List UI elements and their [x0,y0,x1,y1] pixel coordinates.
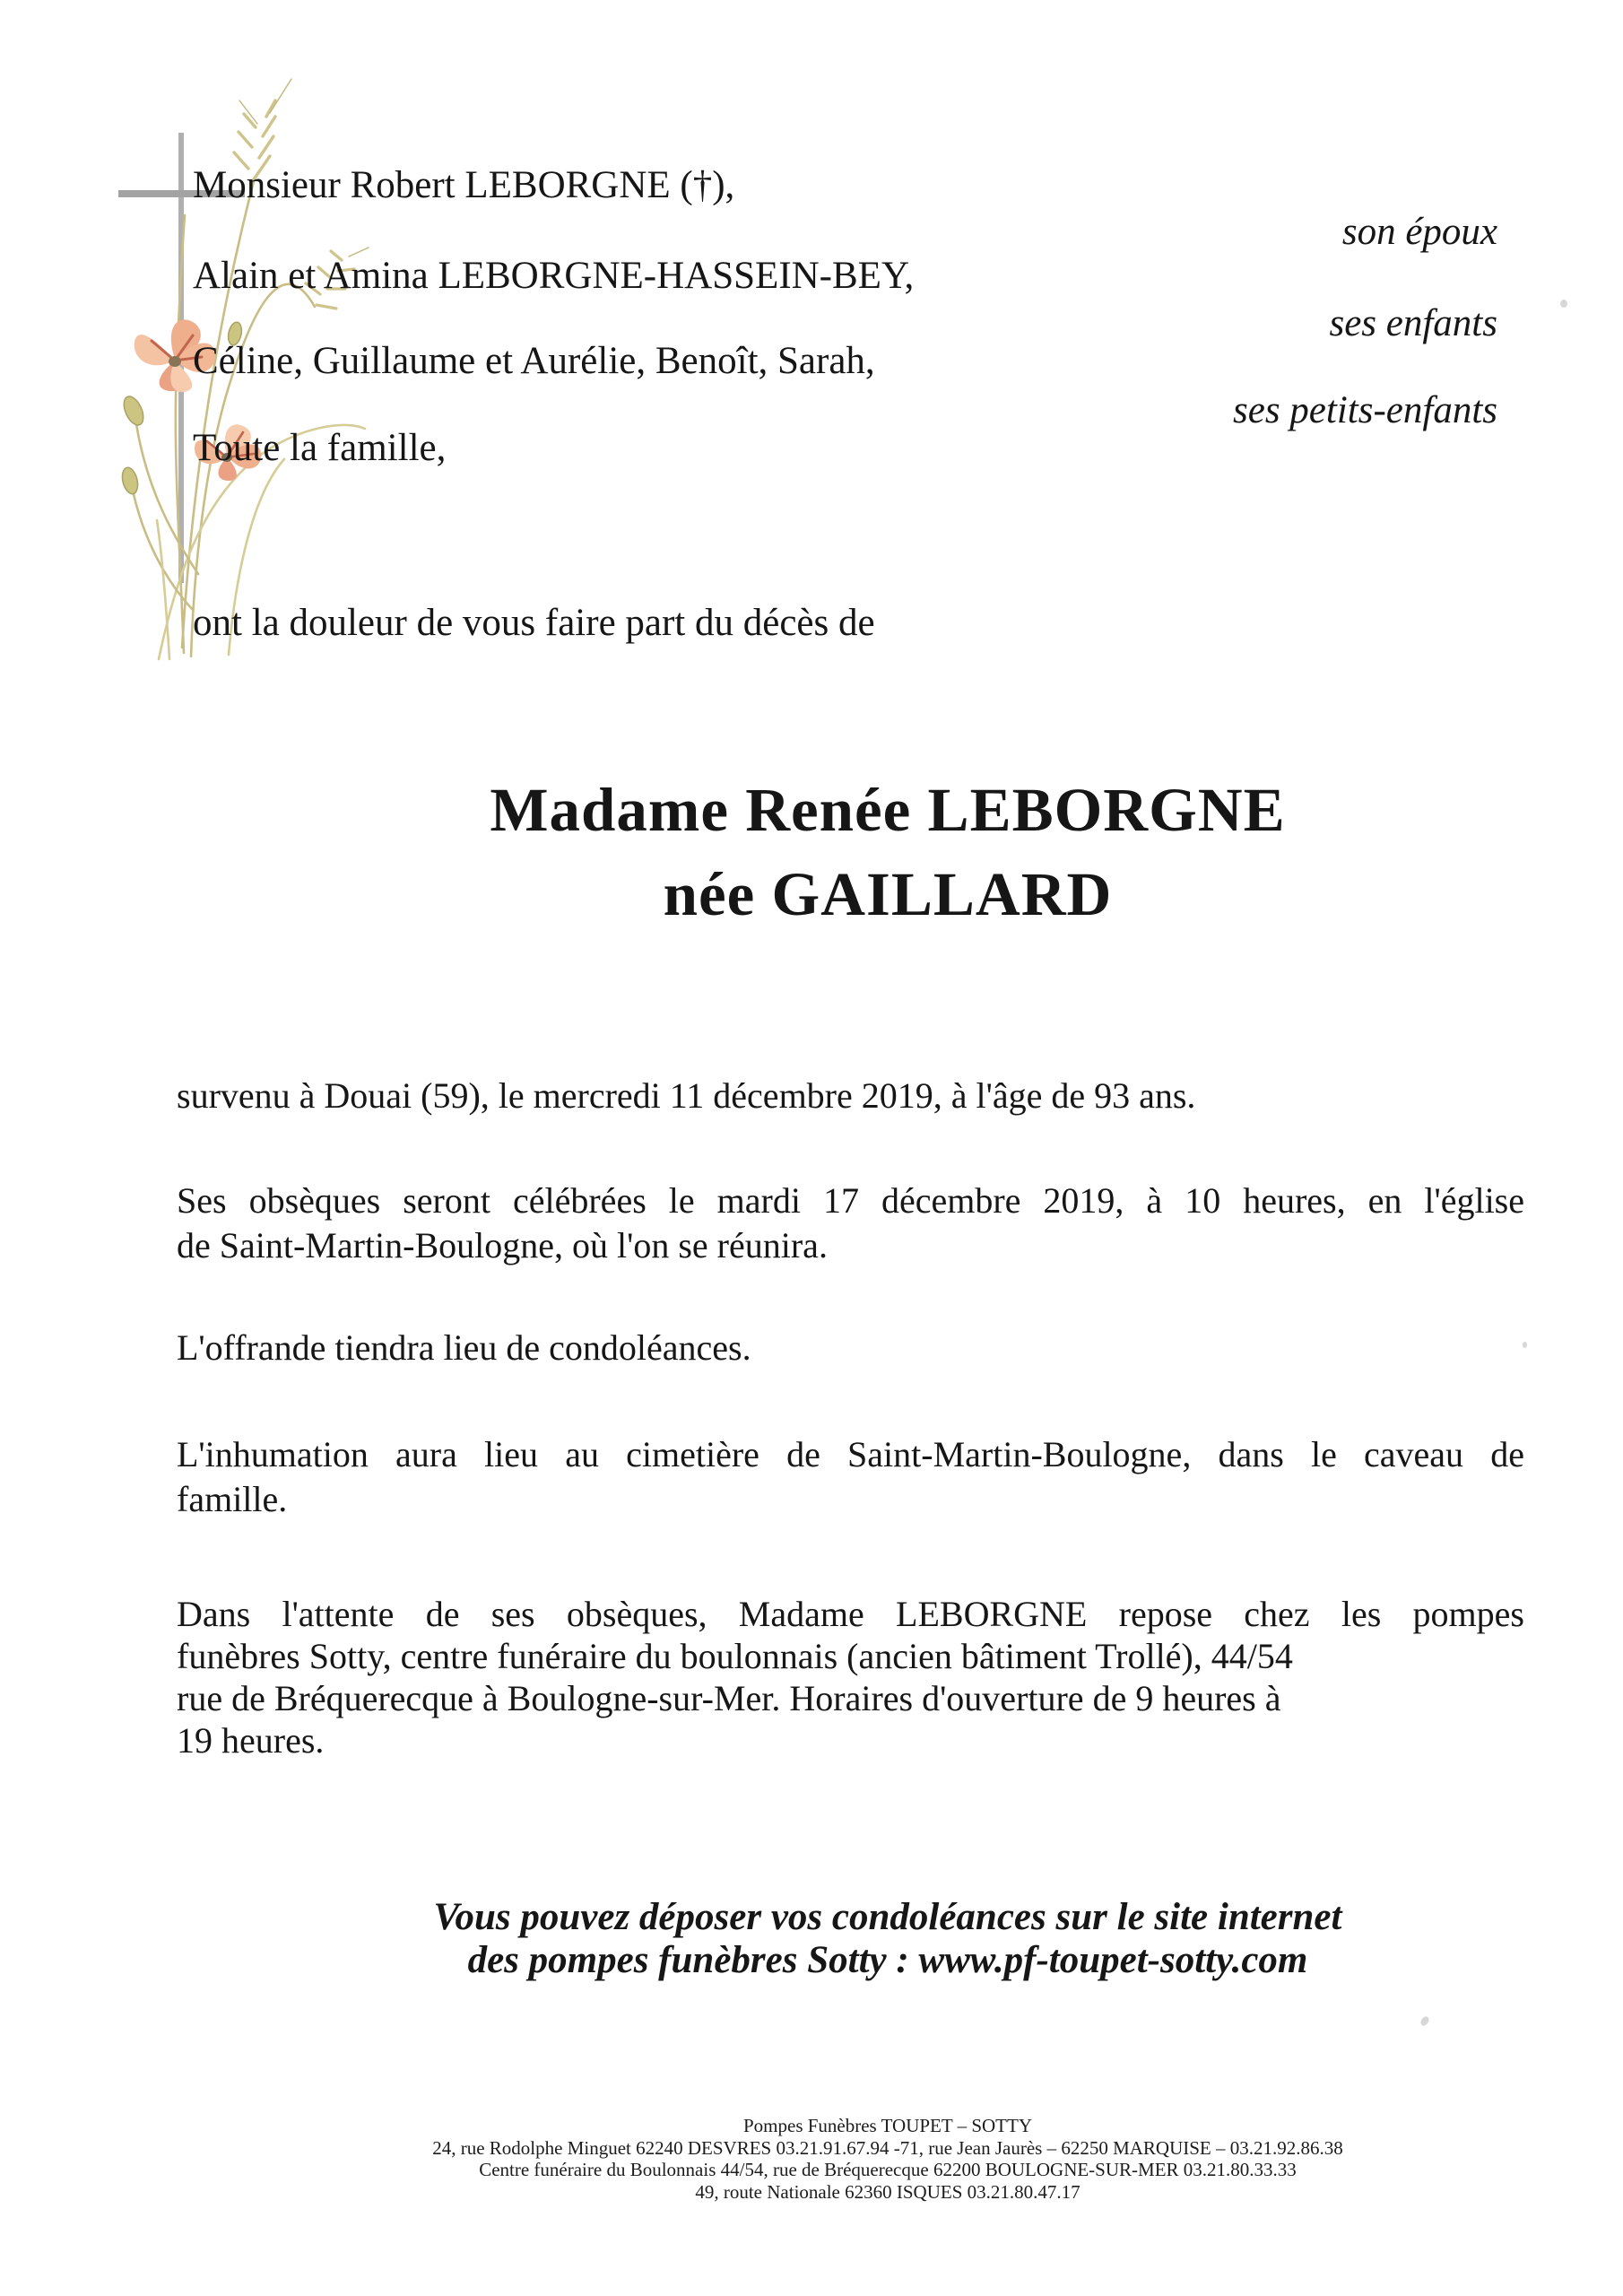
footer-address-line: 49, route Nationale 62360 ISQUES 03.21.80.47.17 [695,2181,1081,2204]
paragraph-line: Ses obsèques seront célébrées le mardi 17 décembre 2019, à 10 heures, en l'église [177,1180,1524,1221]
paragraph-burial [177,1432,1524,1522]
announcement-intro: ont la douleur de vous faire part du décès de [193,602,875,644]
scan-speck [1419,2015,1429,2027]
paragraph-line: famille. [177,1479,288,1519]
condolences-line2: des pompes funèbres Sotty : www.pf-toupet-sotty.com [467,1939,1308,1981]
deceased-name-line2: née GAILLARD [663,860,1113,928]
paragraph-line: Dans l'attente de ses obsèques, Madame LEBORGNE repose chez les pompes [177,1594,1524,1634]
paragraph-offering [177,1326,1524,1370]
paragraph-line: rue de Bréquerecque à Boulogne-sur-Mer. Horaires d'ouverture de 9 heures à [177,1678,1281,1718]
paragraph-line: funèbres Sotty, centre funéraire du boulonnais (ancien bâtiment Trollé), 44/54 [177,1636,1293,1676]
footer-company-name: Pompes Funèbres TOUPET – SOTTY [742,2115,1032,2136]
family-line: Monsieur Robert LEBORGNE (†), [193,164,735,206]
paragraph-line: de Saint-Martin-Boulogne, où l'on se réunira. [177,1225,828,1265]
paragraph-repose-location [177,1593,1524,1761]
paragraph-funeral-service [177,1178,1524,1268]
paragraph-death-details [177,1074,1524,1118]
paragraph-line: survenu à Douai (59), le mercredi 11 décembre 2019, à l'âge de 93 ans. [177,1075,1196,1116]
condolences-line1: Vous pouvez déposer vos condoléances sur le site internet [433,1896,1342,1938]
family-line: Alain et Amina LEBORGNE-HASSEIN-BEY, [193,255,915,297]
family-line: Toute la famille, [193,427,447,469]
funeral-home-footer [179,2115,1596,2204]
paragraph-line: L'offrande tiendra lieu de condoléances. [177,1327,751,1368]
footer-address-line: 24, rue Rodolphe Minguet 62240 DESVRES 03.21.91.67.94 -71, rue Jean Jaurès – 62250 MARQUISE – 03.21.92.86.38 [432,2136,1343,2159]
relation-label: ses petits-enfants [1233,389,1497,431]
deceased-name [179,768,1596,936]
relation-label: son époux [1341,211,1497,253]
relation-label: ses enfants [1329,302,1497,344]
deceased-name-line1: Madame Renée LEBORGNE [490,776,1286,844]
paragraph-line: L'inhumation aura lieu au cimetière de Saint-Martin-Boulogne, dans le caveau de [177,1434,1524,1474]
scan-speck [1523,1342,1527,1348]
online-condolences-notice [179,1896,1596,1982]
scan-speck [1560,300,1567,308]
footer-address-line: Centre funéraire du Boulonnais 44/54, rue de Bréquerecque 62200 BOULOGNE-SUR-MER 03.21.80.33.33 [479,2159,1297,2181]
family-line: Céline, Guillaume et Aurélie, Benoît, Sarah, [193,340,875,382]
wheat-stems [132,181,365,659]
paragraph-line: 19 heures. [177,1720,325,1761]
